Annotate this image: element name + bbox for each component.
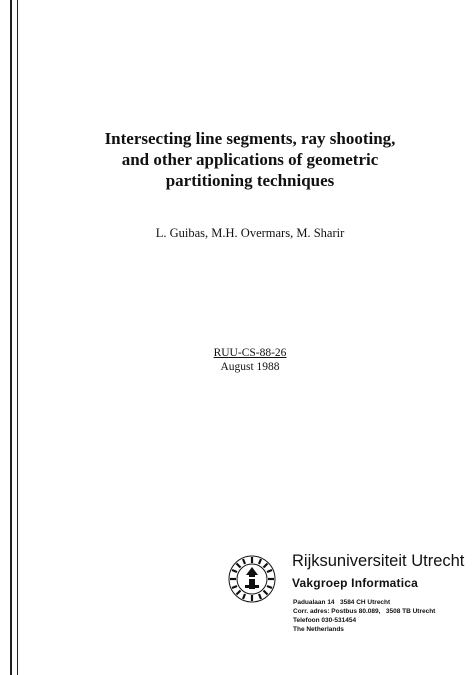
report-number: RUU-CS-88-26 (213, 347, 287, 359)
address-block (293, 598, 435, 634)
address-line: The Netherlands (293, 626, 344, 633)
university-name: Rijksuniversiteit Utrecht (292, 552, 465, 570)
report-info (40, 346, 460, 374)
report-title (40, 128, 460, 191)
address-line: Corr. adres: Postbus 80.089, 3508 TB Utrecht (293, 608, 436, 615)
university-seal-icon (228, 555, 276, 603)
address-line: Padualaan 14 3584 CH Utrecht (293, 599, 391, 606)
report-date: August 1988 (220, 361, 280, 373)
address-line: Telefoon 030-531454 (293, 617, 357, 624)
title-line-1: Intersecting line segments, ray shooting, (104, 129, 396, 148)
binding-line-outer (10, 0, 12, 675)
title-line-2: and other applications of geometric (121, 150, 379, 169)
title-line-3: partitioning techniques (165, 171, 335, 190)
authors: L. Guibas, M.H. Overmars, M. Sharir (155, 226, 345, 240)
binding-line-inner (17, 0, 18, 675)
department-name: Vakgroep Informatica (292, 576, 419, 590)
